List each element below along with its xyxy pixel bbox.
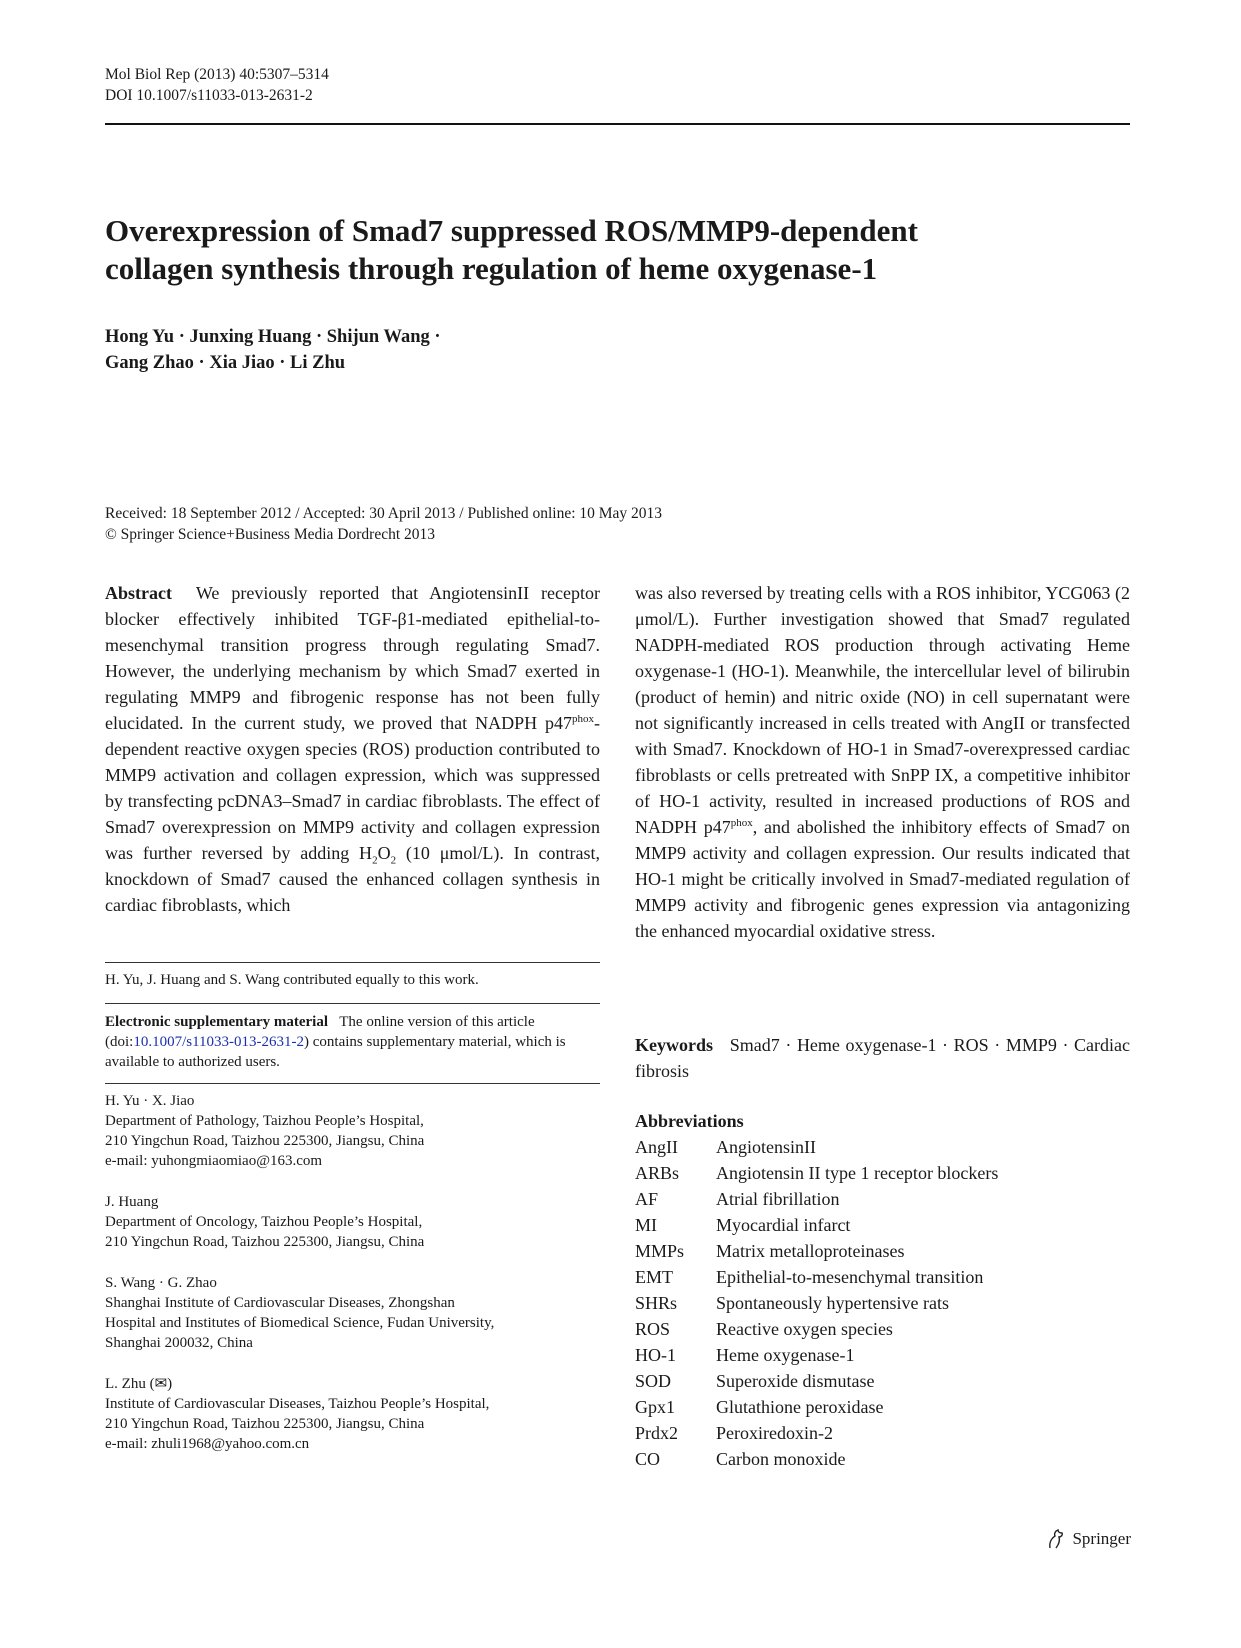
footnote-rule [105,1003,600,1004]
equal-contribution-note: H. Yu, J. Huang and S. Wang contributed equally to this work. [105,972,479,988]
doi: DOI 10.1007/s11033-013-2631-2 [105,87,313,104]
publisher-name: Springer [1072,1529,1131,1548]
affiliation-line: 210 Yingchun Road, Taizhou 225300, Jiangsu, China [105,1234,425,1250]
author-list [105,324,441,376]
abstract-text-4: (10 μmol/L). In contrast, knockdown of Smad7 caused the enhanced collagen synthesis in cardiac fibroblasts, which [105,843,600,915]
title-line-1: Overexpression of Smad7 suppressed ROS/MMP9-dependent [105,213,918,248]
affiliation-line: Shanghai 200032, China [105,1335,253,1351]
abbreviation-key: Gpx1 [635,1397,675,1417]
keywords [635,1032,1130,1084]
keywords-label: Keywords [635,1035,713,1055]
abbreviation-value: Angiotensin II type 1 receptor blockers [716,1163,999,1183]
abbreviation-row [635,1290,1130,1316]
affiliation-line: Department of Pathology, Taizhou People’s Hospital, [105,1113,424,1129]
footnote-rule [105,962,600,963]
affiliation-line: 210 Yingchun Road, Taizhou 225300, Jiangsu, China [105,1133,425,1149]
copyright-line: © Springer Science+Business Media Dordrecht 2013 [105,526,436,543]
abbreviation-row [635,1316,1130,1342]
abbreviation-row [635,1212,1130,1238]
abbreviation-value: Matrix metalloproteinases [716,1241,905,1261]
abbreviation-value: Epithelial-to-mesenchymal transition [716,1267,984,1287]
affiliation-name: H. Yu · X. Jiao [105,1093,195,1109]
abbreviation-value: Atrial fibrillation [716,1189,840,1209]
abbreviation-value: Carbon monoxide [716,1449,846,1469]
dates-line: Received: 18 September 2012 / Accepted: 30 April 2013 / Published online: 10 May 2013 [105,505,663,522]
abbreviation-row [635,1134,1130,1160]
esm-label: Electronic supplementary material [105,1014,329,1030]
subscript: 2 [372,854,378,867]
abbreviation-key: HO-1 [635,1345,676,1365]
abbreviation-value: Heme oxygenase-1 [716,1345,855,1365]
affiliation-name: S. Wang · G. Zhao [105,1275,217,1291]
journal-header [105,64,329,106]
abbreviation-row [635,1420,1130,1446]
article-title [105,212,1105,288]
abbreviation-key: AngII [635,1137,678,1157]
keywords-text: Smad7 · Heme oxygenase-1 · ROS · MMP9 · Cardiac fibrosis [635,1035,1130,1081]
esm-doi-link[interactable]: 10.1007/s11033-013-2631-2 [133,1034,305,1050]
abbreviation-row [635,1160,1130,1186]
affiliation-block [105,1192,600,1252]
affiliation-line: Department of Oncology, Taizhou People’s Hospital, [105,1214,423,1230]
abstract-text-6: , and abolished the inhibitory effects of Smad7 on MMP9 activity and collagen expression. Our results indicated that HO-1 might be critically involved in Smad7-mediated regulation of MMP9 activity and fibrogenic genes expression via antagonizing the enhanced myocardial oxidative stress. [635,817,1130,941]
abbreviation-value: Reactive oxygen species [716,1319,893,1339]
abbreviation-key: EMT [635,1267,673,1287]
abstract-text-2: -dependent reactive oxygen species (ROS) production contributed to MMP9 activation and collagen expression, which was suppressed by transfecting pcDNA3–Smad7 in cardiac fibroblasts. The effect of Smad7 overexpression on MMP9 activity and collagen expression was further reversed by adding H [105,713,600,863]
abstract-label: Abstract [105,583,172,603]
abstract-left-column [105,580,600,918]
abstract-text-1: We previously reported that AngiotensinII receptor blocker effectively inhibited TGF-β1-mediated epithelial-to-mesenchymal transition progress through regulating Smad7. However, the underlying mechanism by which Smad7 exerted in regulating MMP9 and fibrogenic response has not been fully elucidated. In the current study, we proved that NADPH p47 [105,583,601,733]
header-rule [105,123,1130,125]
abbreviation-key: Prdx2 [635,1423,679,1443]
affiliation-line: Institute of Cardiovascular Diseases, Taizhou People’s Hospital, [105,1396,490,1412]
abstract-text-3: O [377,843,391,863]
abbreviations-title: Abbreviations [635,1111,744,1131]
abbreviation-key: SHRs [635,1293,678,1313]
superscript-phox: phox [730,817,753,829]
abbreviation-key: ARBs [635,1163,680,1183]
superscript-phox: phox [572,713,594,725]
abbreviation-value: Spontaneously hypertensive rats [716,1293,949,1313]
abbreviation-key: MMPs [635,1241,685,1261]
abbreviation-key: MI [635,1215,657,1235]
subscript: 2 [390,854,397,867]
abbreviation-row [635,1264,1130,1290]
abstract-text-5: was also reversed by treating cells with a ROS inhibitor, YCG063 (2 μmol/L). Further investigation showed that Smad7 regulated NADPH-mediated ROS production through activating Heme oxygenase-1 (HO-1). Meanwhile, the intercellular level of bilirubin (product of hemin) and nitric oxide (NO) in cell supernatant were not significantly increased in cells treated with AngII or transfected with Smad7. Knockdown of HO-1 in Smad7-overexpressed cardiac fibroblasts or cells pretreated with SnPP IX, a competitive inhibitor of HO-1 activity, resulted in increased productions of ROS and NADPH p47 [635,583,1130,837]
abbreviation-value: AngiotensinII [716,1137,816,1157]
publication-dates [105,503,662,545]
abbreviation-value: Peroxiredoxin-2 [716,1423,833,1443]
affiliation-line: Hospital and Institutes of Biomedical Science, Fudan University, [105,1315,495,1331]
abbreviation-value: Glutathione peroxidase [716,1397,884,1417]
abbreviations [635,1108,1130,1472]
abbreviation-key: SOD [635,1371,672,1391]
affiliation-block [105,1374,600,1454]
abbreviation-row [635,1238,1130,1264]
affiliation-line: 210 Yingchun Road, Taizhou 225300, Jiangsu, China [105,1416,425,1432]
esm-text: The online version of this article (doi: [105,1014,535,1050]
abbreviation-row [635,1368,1130,1394]
affiliation-name: J. Huang [105,1194,159,1210]
affiliation-name: L. Zhu (✉) [105,1376,173,1392]
abbreviation-key: CO [635,1449,661,1469]
abbreviation-value: Myocardial infarct [716,1215,851,1235]
abstract-right-column [635,580,1130,944]
springer-horse-icon [1046,1528,1066,1550]
abbreviation-key: ROS [635,1319,671,1339]
authors-line-2: Gang Zhao · Xia Jiao · Li Zhu [105,353,346,373]
abbreviation-row [635,1186,1130,1212]
citation: Mol Biol Rep (2013) 40:5307–5314 [105,66,329,83]
abbreviation-key: AF [635,1189,659,1209]
affiliation-line: Shanghai Institute of Cardiovascular Diseases, Zhongshan [105,1295,455,1311]
affiliation-email[interactable]: e-mail: zhuli1968@yahoo.com.cn [105,1436,310,1452]
footnote-rule [105,1083,600,1084]
esm-note [105,1012,600,1072]
abbreviation-row [635,1342,1130,1368]
abbreviation-value: Superoxide dismutase [716,1371,875,1391]
affiliation-email[interactable]: e-mail: yuhongmiaomiao@163.com [105,1153,323,1169]
authors-line-1: Hong Yu · Junxing Huang · Shijun Wang · [105,327,441,347]
affiliation-block [105,1091,600,1171]
springer-logo [1046,1528,1131,1550]
affiliation-block [105,1273,600,1353]
abbreviation-row [635,1394,1130,1420]
abbreviation-row [635,1446,1130,1472]
title-line-2: collagen synthesis through regulation of heme oxygenase-1 [105,251,878,286]
esm-text: ) contains supplementary material, which is available to authorized users. [105,1034,566,1070]
